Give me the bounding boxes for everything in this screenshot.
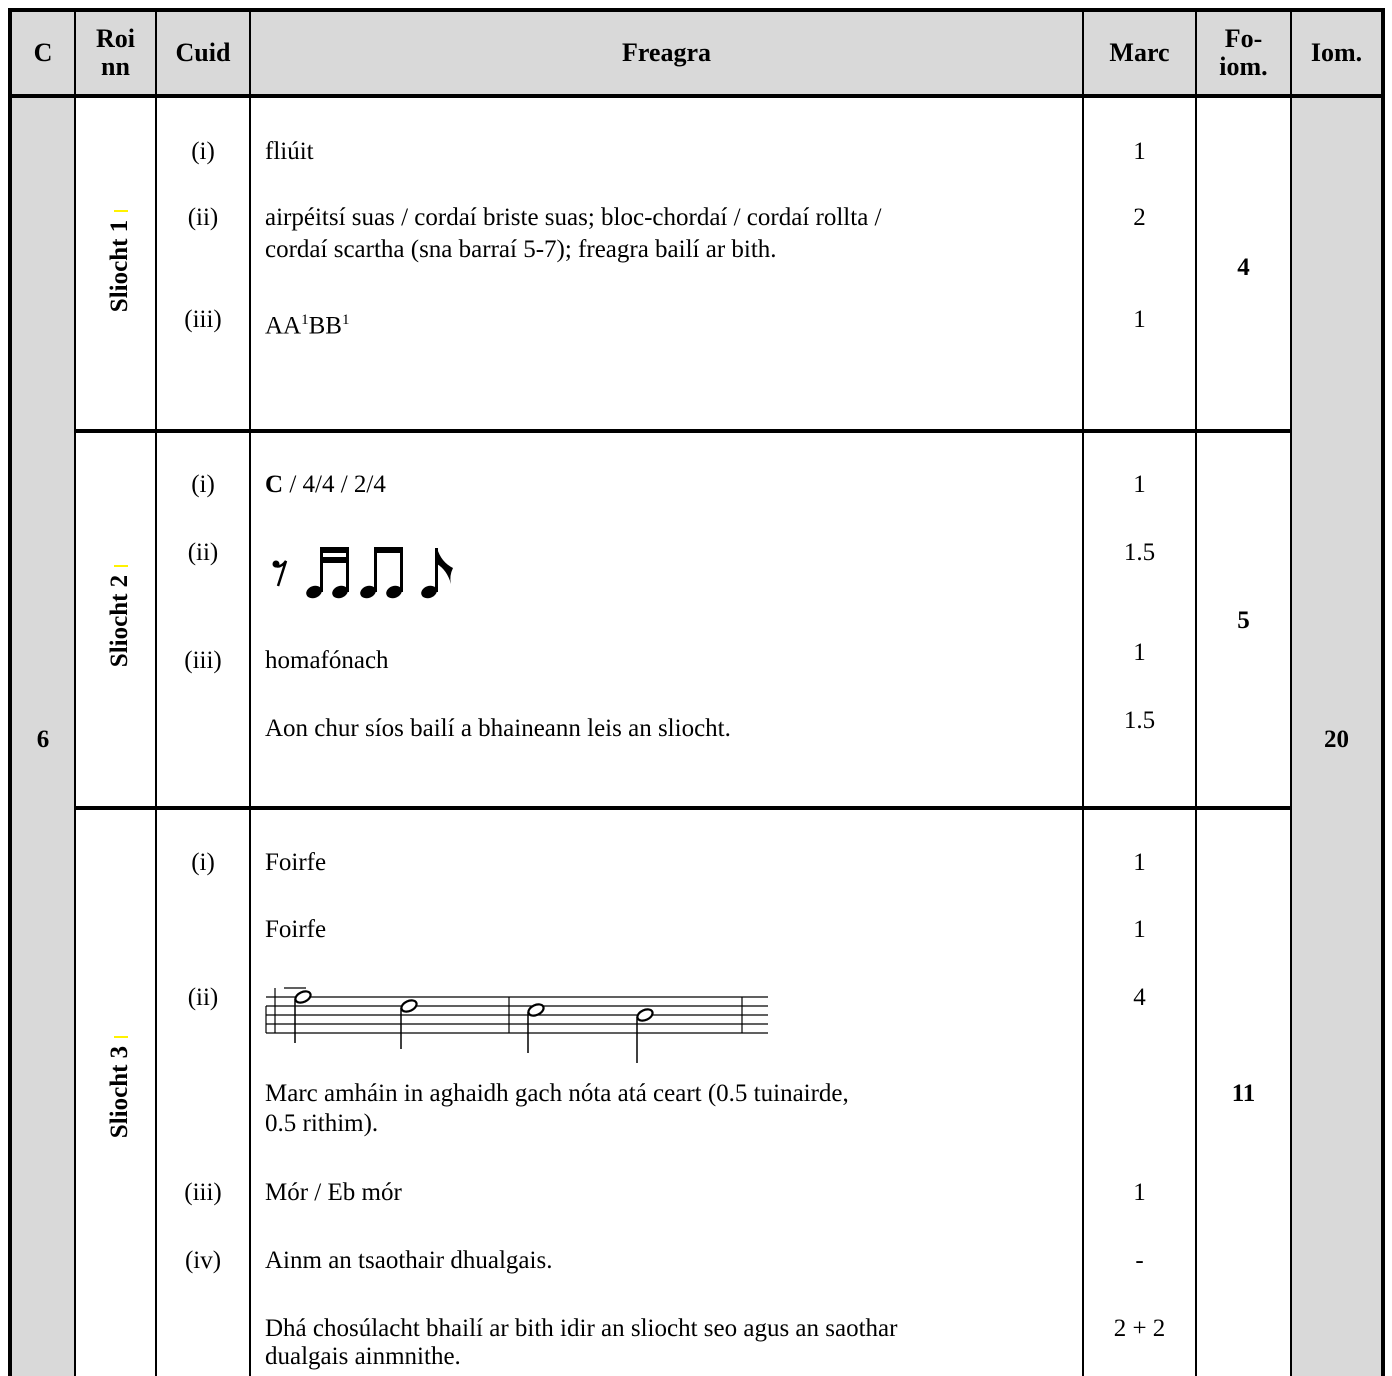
s3-answer-7a: Dhá chosúlacht bhailí ar bith idir an sliocht seo agus an saothar bbox=[265, 1315, 898, 1342]
s2-answer-1 bbox=[265, 469, 386, 501]
s1-part-2: (ii) bbox=[187, 204, 219, 231]
section-3-label: Sliocht 3 bbox=[106, 1045, 133, 1139]
section-2-label: Sliocht 2 bbox=[106, 574, 133, 668]
s1-part-1: (i) bbox=[191, 138, 215, 165]
header-foiom-text: Fo-iom. bbox=[1219, 24, 1268, 81]
section-divider-2 bbox=[74, 806, 1292, 810]
s2-answer-1-rest: / 4/4 / 2/4 bbox=[283, 471, 386, 498]
s1-subtotal: 4 bbox=[1237, 254, 1250, 281]
header-marc: Marc bbox=[1109, 38, 1170, 67]
s2-subtotal: 5 bbox=[1237, 607, 1250, 634]
s3-answer-1: Foirfe bbox=[265, 849, 327, 876]
eighth-rest-icon bbox=[273, 561, 287, 587]
header-bottom-border bbox=[8, 94, 1384, 98]
s3-answer-2: Foirfe bbox=[265, 916, 327, 943]
s1-answer-2b: cordaí scartha (sna barraí 5-7); freagra bailí ar bith. bbox=[265, 236, 777, 263]
s1-answer-3-sup1: 1 bbox=[301, 312, 309, 328]
s2-mark-3: 1 bbox=[1133, 639, 1146, 666]
s3-part-6: (iv) bbox=[184, 1247, 222, 1274]
s3-answer-4a: Marc amháin in aghaidh gach nóta atá ceart (0.5 tuinairde, bbox=[265, 1080, 849, 1107]
s3-mark-3: 4 bbox=[1133, 984, 1146, 1011]
s2-answer-4: Aon chur síos bailí a bhaineann leis an sliocht. bbox=[265, 715, 731, 742]
s2-part-3: (iii) bbox=[184, 647, 222, 674]
eighth-note-pair-icon bbox=[358, 547, 403, 600]
header-roinn bbox=[76, 12, 155, 94]
staff-lines bbox=[266, 988, 768, 1033]
s1-answer-3-sup2: 1 bbox=[341, 312, 350, 328]
staff-notation-image bbox=[262, 985, 770, 1065]
s1-answer-3b: BB bbox=[308, 312, 342, 340]
s3-answer-5: Mór / Eb mór bbox=[265, 1179, 402, 1206]
s3-mark-6: - bbox=[1135, 1247, 1144, 1274]
header-iom: Iom. bbox=[1310, 38, 1363, 67]
section-divider-1 bbox=[74, 429, 1292, 433]
s2-mark-4: 1.5 bbox=[1123, 707, 1156, 734]
question-total: 20 bbox=[1324, 726, 1349, 753]
s3-subtotal: 11 bbox=[1231, 1080, 1256, 1107]
sixteenth-note-pair-icon bbox=[304, 547, 349, 600]
header-freagra: Freagra bbox=[621, 38, 712, 67]
section-1-label: Sliocht 1 bbox=[106, 219, 133, 313]
col-divider-1 bbox=[74, 8, 76, 1376]
col-divider-6 bbox=[1290, 8, 1292, 1376]
s3-part-1: (i) bbox=[191, 849, 215, 876]
col-divider-3 bbox=[249, 8, 251, 1376]
s1-mark-1: 1 bbox=[1133, 138, 1146, 165]
s2-answer-3: homafónach bbox=[265, 647, 389, 674]
half-note-icon bbox=[527, 1002, 546, 1053]
col-divider-5 bbox=[1195, 8, 1197, 1376]
s1-answer-1: fliúit bbox=[265, 138, 314, 165]
table-right-border bbox=[1381, 8, 1385, 1376]
s1-mark-3: 1 bbox=[1133, 306, 1146, 333]
s2-mark-2: 1.5 bbox=[1123, 539, 1156, 566]
s2-part-1: (i) bbox=[191, 471, 215, 498]
s3-part-3: (ii) bbox=[187, 984, 219, 1011]
s2-mark-1: 1 bbox=[1133, 471, 1146, 498]
s1-mark-2: 2 bbox=[1133, 204, 1146, 231]
header-c: C bbox=[33, 38, 53, 67]
s1-answer-3a: AA bbox=[265, 312, 302, 340]
header-roinn-text: Roi nn bbox=[96, 24, 135, 81]
rhythm-notation-image bbox=[265, 538, 465, 604]
s3-mark-1: 1 bbox=[1133, 849, 1146, 876]
s3-mark-2: 1 bbox=[1133, 916, 1146, 943]
s2-part-2: (ii) bbox=[187, 539, 219, 566]
question-number: 6 bbox=[36, 726, 50, 753]
header-foiom bbox=[1197, 12, 1290, 94]
s3-answer-6: Ainm an tsaothair dhualgais. bbox=[265, 1247, 553, 1274]
table-left-border bbox=[8, 8, 12, 1376]
eighth-note-icon bbox=[419, 548, 453, 600]
s3-mark-5: 1 bbox=[1133, 1179, 1146, 1206]
s3-part-5: (iii) bbox=[184, 1179, 222, 1206]
s1-part-3: (iii) bbox=[184, 306, 222, 333]
s3-mark-7: 2 + 2 bbox=[1113, 1315, 1166, 1342]
header-cuid: Cuid bbox=[175, 38, 231, 67]
s3-answer-4b: 0.5 rithim). bbox=[265, 1110, 379, 1137]
s1-answer-3 bbox=[265, 304, 349, 342]
s2-answer-1-bold: C bbox=[265, 471, 284, 498]
s3-answer-7b: dualgais ainmnithe. bbox=[265, 1343, 461, 1370]
half-note-icon bbox=[636, 1007, 655, 1063]
half-note-icon bbox=[294, 989, 313, 1043]
s1-answer-2a: airpéitsí suas / cordaí briste suas; bloc-chordaí / cordaí rollta / bbox=[265, 204, 882, 231]
